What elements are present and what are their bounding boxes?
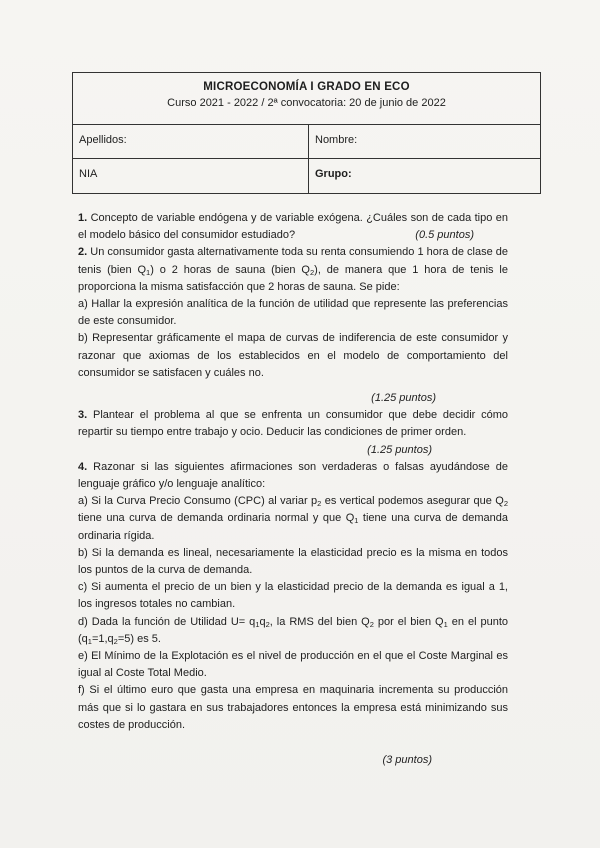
sub-2: 2 [317,499,322,509]
q4d-part5: en el punto (q [78,615,509,645]
question-2-number: 2. [78,246,88,259]
name-row [73,125,540,159]
nia-field[interactable]: NIA [73,159,309,193]
question-4e: e) El Mínimo de la Explotación es el nivel de producción en el que el Coste Marginal es igual al Coste Total Medio. [78,650,508,680]
question-4-number: 4. [78,460,88,473]
question-1 [78,210,508,244]
question-2-intro-a: Un consumidor gasta alternativamente toda su renta consumiendo 1 hora de clase de tenis (bien Q [78,246,509,276]
q4d-part7: =5) es 5. [117,632,161,645]
question-4a [78,493,508,545]
q4a-part2: es vertical podemos asegurar que Q [321,495,504,508]
question-3-text: Plantear el problema al que se enfrenta un consumidor que debe decidir cómo repartir su tiempo entre trabajo y ocio. Deducir las condiciones de primer orden. [78,409,508,439]
q4a-part1: a) Si la Curva Precio Consumo (CPC) al variar p [78,495,318,508]
sub-2: 2 [113,636,118,646]
sub-2: 2 [310,267,315,277]
question-1-points: (0.5 puntos) [415,229,474,242]
sub-2: 2 [503,499,508,509]
question-2-intro-c: ), de manera que 1 hora de tenis le proporciona la misma satisfacción que 2 horas de sauna. Se pide: [78,263,508,293]
sub-2: 2 [265,619,270,629]
id-row [73,159,540,193]
questions-body [78,210,508,769]
question-2-intro-b: ) o 2 horas de sauna (bien Q [150,263,310,276]
question-2a: a) Hallar la expresión analítica de la función de utilidad que represente las preferencias de este consumidor. [78,298,508,328]
question-3-number: 3. [78,409,88,422]
question-2b: b) Representar gráficamente el mapa de curvas de indiferencia de este consumidor y razonar que axiomas de los establecidos en el modelo de comportamiento del consumidor se satisfacen y cuáles no. [78,332,508,379]
q4d-part3: , la RMS del bien Q [269,615,370,628]
question-1-number: 1. [78,212,88,224]
header-box [72,72,541,194]
sub-1: 1 [146,267,151,277]
header-title-row [73,73,540,125]
question-1-text: Concepto de variable endógena y de variable exógena. ¿Cuáles son de cada tipo en el modelo básico del consumidor estudiado? [78,212,508,242]
q4d-part2: q [259,615,266,628]
question-3 [78,407,508,441]
exam-title: MICROECONOMÍA I GRADO EN ECO [203,81,410,93]
q4a-part4: tiene una curva de demanda ordinaria rígida. [78,512,508,542]
apellidos-field[interactable]: Apellidos: [73,125,309,158]
question-4b: b) Si la demanda es lineal, necesariamente la elasticidad precio es la misma en todos los puntos de la curva de demanda. [78,546,508,577]
sub-1: 1 [354,516,359,526]
q4d-part4: por el bien Q [373,615,444,628]
q4d-part1: d) Dada la función de Utilidad U= q [78,615,256,628]
grupo-field[interactable]: Grupo: [315,168,352,180]
nombre-field[interactable]: Nombre: [315,134,358,146]
question-4d [78,614,508,648]
question-4-intro-text: Razonar si las siguientes afirmaciones son verdaderas o falsas ayudándose de lenguaje gráfico y/o lenguaje analítico: [78,460,508,491]
question-4f: f) Si el último euro que gasta una empresa en maquinaria incrementa su producción más que si lo gastara en sus trabajadores entonces la empresa está minimizando sus costes de producción. [78,684,508,731]
question-4c: c) Si aumenta el precio de un bien y la elasticidad precio de la demanda es igual a 1, los ingresos totales no cambian. [78,581,508,611]
question-4-intro [78,459,508,493]
question-4-points: (3 puntos) [382,754,432,767]
sub-1: 1 [255,619,260,629]
exam-subtitle: Curso 2021 - 2022 / 2ª convocatoria: 20 de junio de 2022 [167,97,446,109]
sub-1: 1 [443,619,448,629]
q4a-part3: tiene una curva de demanda ordinaria normal y que Q [78,512,355,525]
q4d-part6: =1,q [91,632,114,645]
sub-1: 1 [87,636,92,646]
sub-2: 2 [369,619,374,629]
question-2-points: (1.25 puntos) [371,392,436,405]
question-3-points: (1.25 puntos) [367,443,432,456]
question-2-intro [78,244,508,296]
